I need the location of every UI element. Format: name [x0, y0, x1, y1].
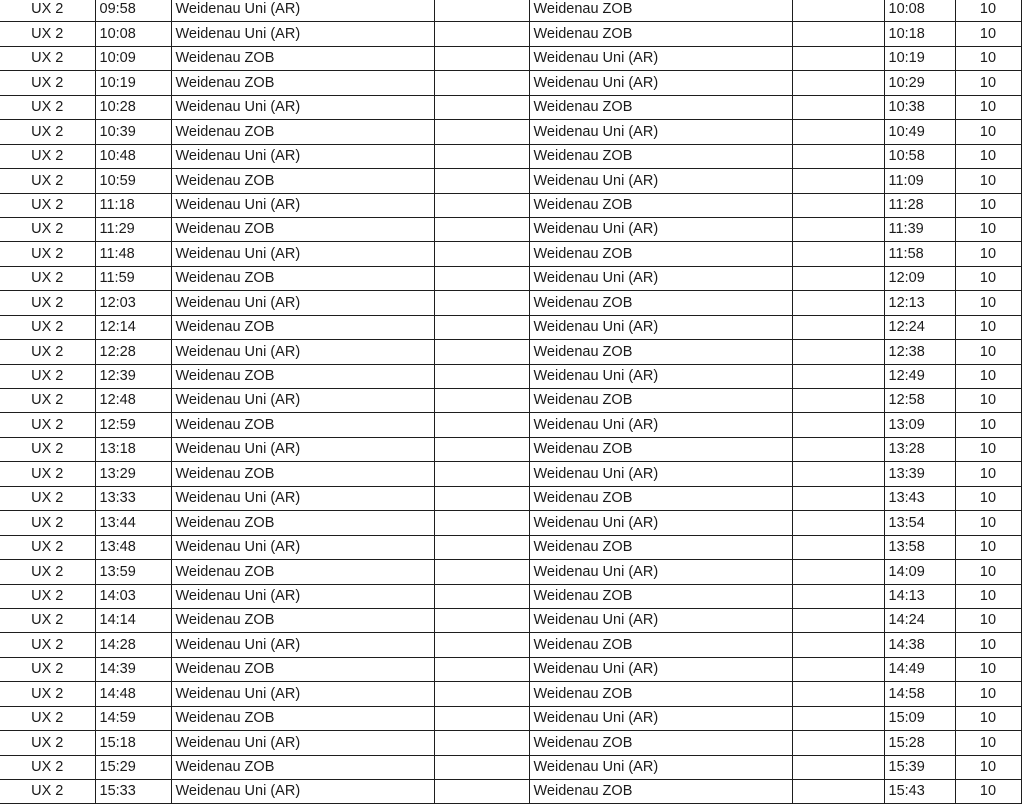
arrival-time-cell: 10:19 — [884, 46, 955, 70]
table-row — [0, 46, 1021, 70]
departure-time-cell: 13:18 — [95, 437, 171, 461]
destination-stop-cell: Weidenau Uni (AR) — [529, 462, 792, 486]
line-cell: UX 2 — [0, 315, 95, 339]
empty-cell — [434, 755, 529, 779]
destination-stop-cell: Weidenau Uni (AR) — [529, 120, 792, 144]
duration-cell: 10 — [955, 535, 1021, 559]
origin-stop-cell: Weidenau Uni (AR) — [171, 486, 434, 510]
table-row — [0, 682, 1021, 706]
destination-stop-cell: Weidenau ZOB — [529, 340, 792, 364]
departure-time-cell: 15:33 — [95, 780, 171, 804]
arrival-time-cell: 12:09 — [884, 266, 955, 290]
arrival-time-cell: 13:39 — [884, 462, 955, 486]
origin-stop-cell: Weidenau Uni (AR) — [171, 682, 434, 706]
table-row — [0, 22, 1021, 46]
destination-stop-cell: Weidenau ZOB — [529, 0, 792, 22]
empty-cell — [792, 169, 884, 193]
empty-cell — [434, 389, 529, 413]
empty-cell — [792, 657, 884, 681]
departure-time-cell: 10:39 — [95, 120, 171, 144]
line-cell: UX 2 — [0, 0, 95, 22]
empty-cell — [434, 315, 529, 339]
empty-cell — [434, 413, 529, 437]
origin-stop-cell: Weidenau ZOB — [171, 120, 434, 144]
table-row — [0, 755, 1021, 779]
departure-time-cell: 11:29 — [95, 217, 171, 241]
table-row — [0, 462, 1021, 486]
duration-cell: 10 — [955, 217, 1021, 241]
destination-stop-cell: Weidenau ZOB — [529, 535, 792, 559]
departure-time-cell: 13:48 — [95, 535, 171, 559]
origin-stop-cell: Weidenau ZOB — [171, 706, 434, 730]
empty-cell — [434, 364, 529, 388]
table-row — [0, 486, 1021, 510]
origin-stop-cell: Weidenau ZOB — [171, 511, 434, 535]
duration-cell: 10 — [955, 22, 1021, 46]
arrival-time-cell: 10:18 — [884, 22, 955, 46]
line-cell: UX 2 — [0, 291, 95, 315]
line-cell: UX 2 — [0, 95, 95, 119]
destination-stop-cell: Weidenau Uni (AR) — [529, 413, 792, 437]
table-row — [0, 633, 1021, 657]
table-row — [0, 706, 1021, 730]
origin-stop-cell: Weidenau ZOB — [171, 413, 434, 437]
arrival-time-cell: 15:43 — [884, 780, 955, 804]
table-row — [0, 71, 1021, 95]
table-row — [0, 608, 1021, 632]
destination-stop-cell: Weidenau ZOB — [529, 242, 792, 266]
arrival-time-cell: 15:28 — [884, 731, 955, 755]
empty-cell — [792, 780, 884, 804]
empty-cell — [792, 0, 884, 22]
origin-stop-cell: Weidenau ZOB — [171, 657, 434, 681]
destination-stop-cell: Weidenau ZOB — [529, 437, 792, 461]
empty-cell — [434, 95, 529, 119]
arrival-time-cell: 13:28 — [884, 437, 955, 461]
empty-cell — [434, 22, 529, 46]
empty-cell — [434, 217, 529, 241]
table-row — [0, 95, 1021, 119]
departure-time-cell: 14:28 — [95, 633, 171, 657]
line-cell: UX 2 — [0, 389, 95, 413]
table-row — [0, 511, 1021, 535]
table-row — [0, 731, 1021, 755]
departure-time-cell: 12:14 — [95, 315, 171, 339]
origin-stop-cell: Weidenau ZOB — [171, 169, 434, 193]
arrival-time-cell: 15:39 — [884, 755, 955, 779]
empty-cell — [792, 266, 884, 290]
departure-time-cell: 13:29 — [95, 462, 171, 486]
duration-cell: 10 — [955, 169, 1021, 193]
arrival-time-cell: 11:39 — [884, 217, 955, 241]
destination-stop-cell: Weidenau ZOB — [529, 584, 792, 608]
destination-stop-cell: Weidenau Uni (AR) — [529, 315, 792, 339]
departure-time-cell: 10:09 — [95, 46, 171, 70]
line-cell: UX 2 — [0, 682, 95, 706]
line-cell: UX 2 — [0, 437, 95, 461]
origin-stop-cell: Weidenau ZOB — [171, 217, 434, 241]
origin-stop-cell: Weidenau Uni (AR) — [171, 535, 434, 559]
duration-cell: 10 — [955, 95, 1021, 119]
empty-cell — [792, 437, 884, 461]
empty-cell — [434, 193, 529, 217]
duration-cell: 10 — [955, 266, 1021, 290]
duration-cell: 10 — [955, 46, 1021, 70]
duration-cell: 10 — [955, 560, 1021, 584]
empty-cell — [792, 706, 884, 730]
empty-cell — [792, 340, 884, 364]
table-row — [0, 780, 1021, 804]
empty-cell — [434, 560, 529, 584]
departure-time-cell: 14:39 — [95, 657, 171, 681]
empty-cell — [434, 46, 529, 70]
table-row — [0, 266, 1021, 290]
destination-stop-cell: Weidenau Uni (AR) — [529, 511, 792, 535]
origin-stop-cell: Weidenau ZOB — [171, 71, 434, 95]
origin-stop-cell: Weidenau Uni (AR) — [171, 242, 434, 266]
line-cell: UX 2 — [0, 731, 95, 755]
line-cell: UX 2 — [0, 608, 95, 632]
line-cell: UX 2 — [0, 413, 95, 437]
departure-time-cell: 10:28 — [95, 95, 171, 119]
destination-stop-cell: Weidenau Uni (AR) — [529, 657, 792, 681]
origin-stop-cell: Weidenau Uni (AR) — [171, 193, 434, 217]
table-row — [0, 657, 1021, 681]
empty-cell — [792, 413, 884, 437]
table-row — [0, 193, 1021, 217]
origin-stop-cell: Weidenau Uni (AR) — [171, 291, 434, 315]
destination-stop-cell: Weidenau ZOB — [529, 682, 792, 706]
empty-cell — [792, 584, 884, 608]
empty-cell — [792, 486, 884, 510]
destination-stop-cell: Weidenau Uni (AR) — [529, 46, 792, 70]
table-row — [0, 413, 1021, 437]
table-row — [0, 535, 1021, 559]
duration-cell: 10 — [955, 780, 1021, 804]
departure-time-cell: 11:18 — [95, 193, 171, 217]
empty-cell — [792, 560, 884, 584]
origin-stop-cell: Weidenau Uni (AR) — [171, 22, 434, 46]
line-cell: UX 2 — [0, 780, 95, 804]
departure-time-cell: 13:44 — [95, 511, 171, 535]
departure-time-cell: 09:58 — [95, 0, 171, 22]
duration-cell: 10 — [955, 242, 1021, 266]
arrival-time-cell: 12:24 — [884, 315, 955, 339]
duration-cell: 10 — [955, 731, 1021, 755]
table-row — [0, 144, 1021, 168]
table-row — [0, 169, 1021, 193]
arrival-time-cell: 10:29 — [884, 71, 955, 95]
empty-cell — [434, 144, 529, 168]
arrival-time-cell: 13:54 — [884, 511, 955, 535]
table-row — [0, 364, 1021, 388]
departure-time-cell: 15:18 — [95, 731, 171, 755]
empty-cell — [434, 706, 529, 730]
destination-stop-cell: Weidenau ZOB — [529, 731, 792, 755]
empty-cell — [792, 193, 884, 217]
empty-cell — [792, 535, 884, 559]
destination-stop-cell: Weidenau ZOB — [529, 633, 792, 657]
table-row — [0, 315, 1021, 339]
departure-time-cell: 14:03 — [95, 584, 171, 608]
duration-cell: 10 — [955, 0, 1021, 22]
empty-cell — [792, 731, 884, 755]
line-cell: UX 2 — [0, 462, 95, 486]
empty-cell — [792, 462, 884, 486]
line-cell: UX 2 — [0, 486, 95, 510]
departure-time-cell: 13:33 — [95, 486, 171, 510]
duration-cell: 10 — [955, 462, 1021, 486]
arrival-time-cell: 10:08 — [884, 0, 955, 22]
arrival-time-cell: 14:13 — [884, 584, 955, 608]
line-cell: UX 2 — [0, 657, 95, 681]
arrival-time-cell: 12:49 — [884, 364, 955, 388]
duration-cell: 10 — [955, 706, 1021, 730]
origin-stop-cell: Weidenau Uni (AR) — [171, 340, 434, 364]
arrival-time-cell: 10:49 — [884, 120, 955, 144]
duration-cell: 10 — [955, 144, 1021, 168]
duration-cell: 10 — [955, 291, 1021, 315]
empty-cell — [792, 364, 884, 388]
destination-stop-cell: Weidenau Uni (AR) — [529, 71, 792, 95]
duration-cell: 10 — [955, 584, 1021, 608]
departure-time-cell: 11:48 — [95, 242, 171, 266]
line-cell: UX 2 — [0, 633, 95, 657]
departure-time-cell: 10:19 — [95, 71, 171, 95]
destination-stop-cell: Weidenau ZOB — [529, 144, 792, 168]
line-cell: UX 2 — [0, 22, 95, 46]
empty-cell — [792, 95, 884, 119]
line-cell: UX 2 — [0, 364, 95, 388]
duration-cell: 10 — [955, 364, 1021, 388]
duration-cell: 10 — [955, 437, 1021, 461]
line-cell: UX 2 — [0, 706, 95, 730]
empty-cell — [792, 315, 884, 339]
departure-time-cell: 12:28 — [95, 340, 171, 364]
empty-cell — [792, 511, 884, 535]
empty-cell — [434, 0, 529, 22]
line-cell: UX 2 — [0, 71, 95, 95]
departure-time-cell: 12:59 — [95, 413, 171, 437]
departure-time-cell: 14:48 — [95, 682, 171, 706]
duration-cell: 10 — [955, 755, 1021, 779]
empty-cell — [434, 486, 529, 510]
destination-stop-cell: Weidenau ZOB — [529, 95, 792, 119]
destination-stop-cell: Weidenau Uni (AR) — [529, 755, 792, 779]
arrival-time-cell: 13:43 — [884, 486, 955, 510]
destination-stop-cell: Weidenau ZOB — [529, 22, 792, 46]
departure-time-cell: 12:39 — [95, 364, 171, 388]
line-cell: UX 2 — [0, 144, 95, 168]
departure-time-cell: 10:48 — [95, 144, 171, 168]
arrival-time-cell: 15:09 — [884, 706, 955, 730]
table-row — [0, 217, 1021, 241]
duration-cell: 10 — [955, 340, 1021, 364]
departure-time-cell: 12:03 — [95, 291, 171, 315]
line-cell: UX 2 — [0, 511, 95, 535]
destination-stop-cell: Weidenau ZOB — [529, 389, 792, 413]
empty-cell — [434, 535, 529, 559]
arrival-time-cell: 10:58 — [884, 144, 955, 168]
duration-cell: 10 — [955, 657, 1021, 681]
empty-cell — [434, 682, 529, 706]
line-cell: UX 2 — [0, 169, 95, 193]
arrival-time-cell: 14:58 — [884, 682, 955, 706]
arrival-time-cell: 13:09 — [884, 413, 955, 437]
duration-cell: 10 — [955, 120, 1021, 144]
departure-time-cell: 15:29 — [95, 755, 171, 779]
destination-stop-cell: Weidenau Uni (AR) — [529, 560, 792, 584]
empty-cell — [792, 46, 884, 70]
destination-stop-cell: Weidenau Uni (AR) — [529, 169, 792, 193]
origin-stop-cell: Weidenau Uni (AR) — [171, 144, 434, 168]
empty-cell — [434, 120, 529, 144]
table-row — [0, 560, 1021, 584]
arrival-time-cell: 14:09 — [884, 560, 955, 584]
origin-stop-cell: Weidenau Uni (AR) — [171, 780, 434, 804]
empty-cell — [434, 437, 529, 461]
arrival-time-cell: 14:38 — [884, 633, 955, 657]
departure-time-cell: 10:08 — [95, 22, 171, 46]
destination-stop-cell: Weidenau Uni (AR) — [529, 217, 792, 241]
arrival-time-cell: 13:58 — [884, 535, 955, 559]
empty-cell — [792, 22, 884, 46]
origin-stop-cell: Weidenau Uni (AR) — [171, 731, 434, 755]
duration-cell: 10 — [955, 71, 1021, 95]
line-cell: UX 2 — [0, 46, 95, 70]
empty-cell — [434, 731, 529, 755]
table-row — [0, 0, 1021, 22]
duration-cell: 10 — [955, 608, 1021, 632]
line-cell: UX 2 — [0, 193, 95, 217]
duration-cell: 10 — [955, 413, 1021, 437]
duration-cell: 10 — [955, 486, 1021, 510]
table-row — [0, 584, 1021, 608]
line-cell: UX 2 — [0, 217, 95, 241]
destination-stop-cell: Weidenau ZOB — [529, 291, 792, 315]
line-cell: UX 2 — [0, 120, 95, 144]
empty-cell — [792, 242, 884, 266]
empty-cell — [792, 755, 884, 779]
empty-cell — [434, 633, 529, 657]
origin-stop-cell: Weidenau Uni (AR) — [171, 584, 434, 608]
empty-cell — [792, 71, 884, 95]
destination-stop-cell: Weidenau ZOB — [529, 486, 792, 510]
departure-time-cell: 10:59 — [95, 169, 171, 193]
destination-stop-cell: Weidenau ZOB — [529, 780, 792, 804]
empty-cell — [792, 682, 884, 706]
empty-cell — [792, 389, 884, 413]
line-cell: UX 2 — [0, 535, 95, 559]
arrival-time-cell: 14:49 — [884, 657, 955, 681]
origin-stop-cell: Weidenau Uni (AR) — [171, 389, 434, 413]
duration-cell: 10 — [955, 511, 1021, 535]
table-row — [0, 437, 1021, 461]
arrival-time-cell: 14:24 — [884, 608, 955, 632]
line-cell: UX 2 — [0, 266, 95, 290]
empty-cell — [434, 266, 529, 290]
empty-cell — [434, 511, 529, 535]
table-row — [0, 389, 1021, 413]
empty-cell — [434, 291, 529, 315]
empty-cell — [792, 144, 884, 168]
origin-stop-cell: Weidenau ZOB — [171, 608, 434, 632]
empty-cell — [434, 340, 529, 364]
empty-cell — [434, 780, 529, 804]
origin-stop-cell: Weidenau ZOB — [171, 462, 434, 486]
arrival-time-cell: 11:28 — [884, 193, 955, 217]
origin-stop-cell: Weidenau ZOB — [171, 364, 434, 388]
table-row — [0, 242, 1021, 266]
origin-stop-cell: Weidenau ZOB — [171, 755, 434, 779]
origin-stop-cell: Weidenau Uni (AR) — [171, 95, 434, 119]
duration-cell: 10 — [955, 633, 1021, 657]
arrival-time-cell: 12:38 — [884, 340, 955, 364]
empty-cell — [434, 242, 529, 266]
arrival-time-cell: 12:13 — [884, 291, 955, 315]
destination-stop-cell: Weidenau Uni (AR) — [529, 608, 792, 632]
line-cell: UX 2 — [0, 584, 95, 608]
departure-time-cell: 14:14 — [95, 608, 171, 632]
empty-cell — [792, 120, 884, 144]
empty-cell — [434, 657, 529, 681]
empty-cell — [792, 608, 884, 632]
origin-stop-cell: Weidenau ZOB — [171, 46, 434, 70]
destination-stop-cell: Weidenau Uni (AR) — [529, 364, 792, 388]
table-row — [0, 120, 1021, 144]
origin-stop-cell: Weidenau ZOB — [171, 266, 434, 290]
table-row — [0, 340, 1021, 364]
departure-time-cell: 11:59 — [95, 266, 171, 290]
destination-stop-cell: Weidenau Uni (AR) — [529, 706, 792, 730]
duration-cell: 10 — [955, 193, 1021, 217]
line-cell: UX 2 — [0, 755, 95, 779]
origin-stop-cell: Weidenau Uni (AR) — [171, 0, 434, 22]
arrival-time-cell: 12:58 — [884, 389, 955, 413]
departure-time-cell: 13:59 — [95, 560, 171, 584]
duration-cell: 10 — [955, 315, 1021, 339]
duration-cell: 10 — [955, 389, 1021, 413]
line-cell: UX 2 — [0, 560, 95, 584]
empty-cell — [434, 584, 529, 608]
origin-stop-cell: Weidenau ZOB — [171, 560, 434, 584]
empty-cell — [792, 217, 884, 241]
empty-cell — [434, 71, 529, 95]
empty-cell — [434, 608, 529, 632]
line-cell: UX 2 — [0, 340, 95, 364]
arrival-time-cell: 10:38 — [884, 95, 955, 119]
empty-cell — [792, 633, 884, 657]
duration-cell: 10 — [955, 682, 1021, 706]
origin-stop-cell: Weidenau ZOB — [171, 315, 434, 339]
destination-stop-cell: Weidenau ZOB — [529, 193, 792, 217]
table-row — [0, 291, 1021, 315]
arrival-time-cell: 11:09 — [884, 169, 955, 193]
empty-cell — [434, 462, 529, 486]
origin-stop-cell: Weidenau Uni (AR) — [171, 633, 434, 657]
line-cell: UX 2 — [0, 242, 95, 266]
origin-stop-cell: Weidenau Uni (AR) — [171, 437, 434, 461]
departure-time-cell: 12:48 — [95, 389, 171, 413]
arrival-time-cell: 11:58 — [884, 242, 955, 266]
destination-stop-cell: Weidenau Uni (AR) — [529, 266, 792, 290]
empty-cell — [434, 169, 529, 193]
departure-time-cell: 14:59 — [95, 706, 171, 730]
empty-cell — [792, 291, 884, 315]
